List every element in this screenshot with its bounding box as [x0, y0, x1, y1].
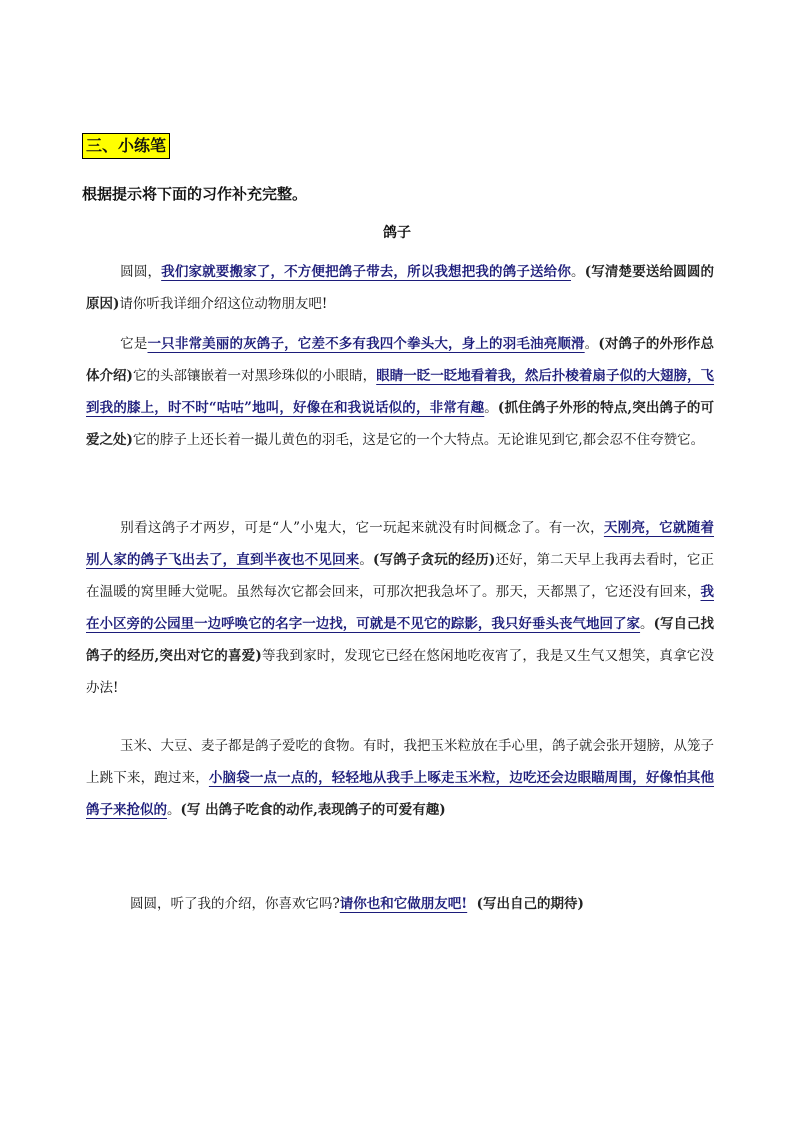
p1-text-1: 圆圆， — [120, 264, 162, 280]
p3-answer-2: 我 在小区旁的公园里一边呼唤它的名字一边找，可就是不见它的踪影，我只好垂头丧气地回了家 — [86, 584, 714, 632]
p3-text-2: 。 — [359, 552, 374, 568]
p4-hint-1: (写 出鸽子吃食的动作,表现鸽子的可爱有趣) — [180, 802, 446, 818]
p3-text-5: 等我到家时，发现它已经在悠闲地吃夜宵了，我是又生气又想笑，真拿它没办法! — [86, 648, 714, 696]
p3-answer-1: 天刚亮，它就随着别人家的鸽子飞出去了，直到半夜也不见回来 — [86, 520, 715, 568]
p2-text-5: 它的脖子上还长着一撮儿黄色的羽毛，这是它的一个大特点。无论谁见到它,都会忍不住夸赞它。 — [132, 432, 705, 448]
p1-answer-1: 我们家就要搬家了，不方便把鸽子带去，所以我想把我的鸽子送给你 — [161, 264, 572, 280]
p3-hint-1: (写鸽子贪玩的经历) — [373, 552, 496, 568]
paragraph-2 — [86, 328, 714, 456]
essay-title: 鸽子 — [383, 225, 411, 241]
p5-answer-1: 请你也和它做朋友吧! — [339, 896, 468, 912]
p2-answer-1: 一只非常美丽的灰鸽子，它差不多有我四个拳头大，身上的羽毛油亮顺滑 — [147, 336, 585, 352]
p3-text-4: 。 — [640, 616, 654, 632]
p5-hint-1: (写出自己的期待) — [467, 896, 584, 912]
p5-text-1: 圆圆，听了我的介绍，你喜欢它吗? — [130, 896, 340, 912]
section-title: 三、小练笔 — [82, 133, 170, 159]
p2-text-4: 。 — [484, 400, 498, 416]
p2-hint-1: (对鸽子的外形作总体介绍) — [86, 336, 715, 384]
paragraph-3 — [86, 512, 714, 704]
p4-text-2: 。 — [167, 802, 181, 818]
instruction-text: 根据提示将下面的习作补充完整。 — [82, 185, 308, 203]
p3-text-3: 还好，第二天早上我再去看时，它正在温暖的窝里睡大觉呢。虽然每次它都会回来，可那次把我急坏了。那天，天都黑了，它还没有回来， — [86, 552, 715, 600]
p3-text-1: 别看这鸽子才两岁，可是“人”小鬼大，它一玩起来就没有时间概念了。有一次， — [120, 520, 604, 536]
p2-text-3: 它的头部镶嵌着一对黑珍珠似的小眼睛， — [132, 368, 377, 384]
p1-hint-1: (写清楚要送给圆圆的原因) — [86, 264, 715, 312]
p2-text-2: 。 — [584, 336, 599, 352]
p2-text-1: 它是 — [120, 336, 148, 352]
paragraph-4 — [86, 730, 714, 826]
p2-answer-2: 眼睛一眨一眨地看着我，然后扑棱着扇子似的大翅膀，飞到我的膝上，时不时“咕咕”地叫，好像在和我说话似的，非常有趣 — [86, 368, 715, 416]
p2-hint-2: (抓住鸽子外形的特点,突出鸽子的可爱之处) — [86, 400, 715, 448]
p4-answer-1: 小脑袋一点一点的，轻轻地从我手上啄走玉米粒，边吃还会边眼瞄周围，好像怕其他鸽子来抢似的 — [86, 770, 715, 818]
paragraph-1 — [86, 256, 714, 320]
p1-text-2: 。 — [571, 264, 585, 280]
p4-text-1: 玉米、大豆、麦子都是鸽子爱吃的食物。有时，我把玉米粒放在手心里，鸽子就会张开翅膀，从笼子上跳下来，跑过来， — [86, 738, 714, 786]
p3-hint-2: (写自己找鸽子的经历,突出对它的喜爱) — [86, 616, 715, 664]
paragraph-5 — [86, 888, 714, 920]
p1-text-3: 请你听我详细介绍这位动物朋友吧! — [119, 296, 328, 312]
